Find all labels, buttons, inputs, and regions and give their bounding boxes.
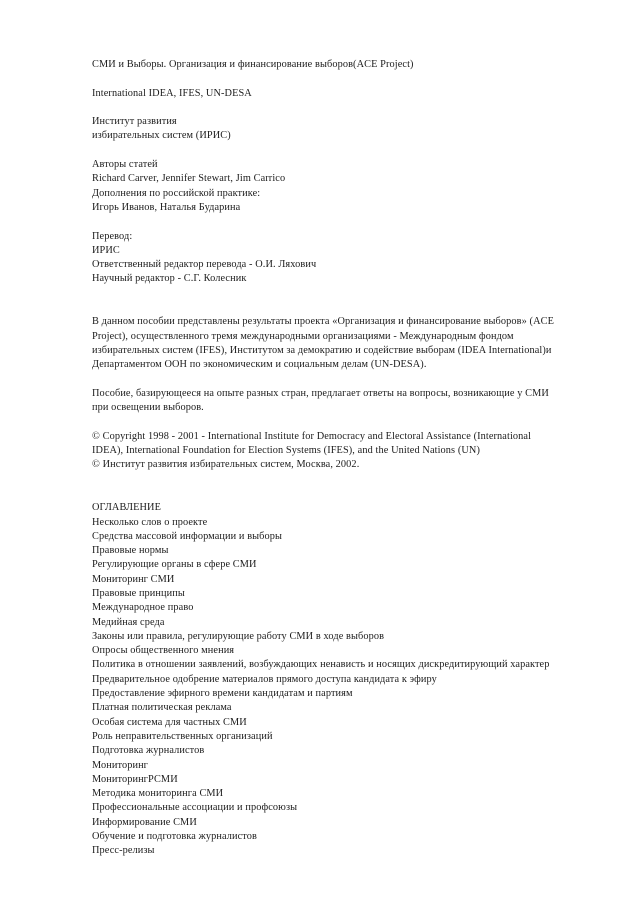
- toc-entry: Обучение и подготовка журналистов: [92, 831, 257, 843]
- publisher-line-1: Институт развития: [92, 116, 177, 128]
- toc-entry: Платная политическая реклама: [92, 702, 232, 714]
- translation-org: ИРИС: [92, 244, 120, 256]
- spacer: [92, 144, 570, 158]
- toc-entry: Особая система для частных СМИ: [92, 716, 247, 728]
- toc-entry: Опросы общественного мнения: [92, 645, 235, 657]
- toc-entry: Роль неправительственных организаций: [92, 730, 273, 742]
- toc-heading: ОГЛАВЛЕНИЕ: [92, 502, 161, 514]
- toc-entry: Медийная среда: [92, 616, 165, 628]
- toc-entry: Пресс-релизы: [92, 845, 155, 857]
- toc-entry: Правовые нормы: [92, 545, 169, 557]
- toc-entry: Несколько слов о проекте: [92, 516, 208, 528]
- toc-entry: Законы или правила, регулирующие работу СМИ в ходе выборов: [92, 630, 385, 642]
- authors-additions-names: Игорь Иванов, Наталья Бударина: [92, 201, 241, 213]
- abstract-block: [92, 315, 570, 415]
- table-of-contents: [92, 501, 570, 858]
- toc-list: [92, 516, 570, 859]
- toc-entry: Правовые принципы: [92, 587, 185, 599]
- toc-entry: Мониторинг: [92, 759, 149, 771]
- toc-entry: Политика в отношении заявлений, возбуждающих ненависть и носящих дискредитирующий характер: [92, 659, 550, 671]
- organizations-line: International IDEA, IFES, UN-DESA: [92, 87, 252, 99]
- toc-entry: Информирование СМИ: [92, 816, 197, 828]
- toc-entry: Средства массовой информации и выборы: [92, 530, 283, 542]
- toc-entry: Методика мониторинга СМИ: [92, 788, 224, 800]
- toc-entry: Предварительное одобрение материалов прямого доступа кандидата к эфиру: [92, 673, 437, 685]
- authors-block: [92, 158, 570, 215]
- publisher-block: [92, 115, 570, 144]
- managing-editor: Ответственный редактор перевода - О.И. Ляхович: [92, 259, 317, 271]
- document-body: [92, 58, 570, 859]
- organizations-block: [92, 87, 570, 101]
- spacer: [92, 101, 570, 115]
- toc-entry: Подготовка журналистов: [92, 745, 205, 757]
- copyright-line-1: © Copyright 1998 - 2001 - International Institute for Democracy and Electoral Assistance (International IDEA), International Foundation for Election Systems (IFES), and the United Nations (UN): [92, 430, 532, 457]
- title-block: [92, 58, 570, 72]
- publisher-line-2: избирательных систем (ИРИС): [92, 130, 231, 142]
- authors-additions-heading: Дополнения по российской практике:: [92, 187, 261, 199]
- toc-entry: Международное право: [92, 602, 194, 614]
- authors-names: Richard Carver, Jennifer Stewart, Jim Carrico: [92, 173, 286, 185]
- copyright-line-2: © Институт развития избирательных систем, Москва, 2002.: [92, 459, 360, 471]
- abstract-paragraph-1: В данном пособии представлены результаты проекта «Организация и финансирование выборов» (ACE Project), осуществленного тремя международными организациями - Международным фондом избирательных систем (IFES), Институтом за демократию и содействие выборам (IDEA International)и Департаментом ООН по экономическим и социальным делам (UN-DESA).: [92, 316, 554, 371]
- spacer: [92, 415, 570, 429]
- document-title: СМИ и Выборы. Организация и финансирование выборов(ACE Project): [92, 59, 414, 70]
- toc-entry: Профессиональные ассоциации и профсоюзы: [92, 802, 298, 814]
- translation-block: [92, 230, 570, 287]
- spacer: [92, 473, 570, 502]
- spacer: [92, 373, 570, 387]
- abstract-paragraph-2: Пособие, базирующееся на опыте разных стран, предлагает ответы на вопросы, возникающие у СМИ при освещении выборов.: [92, 387, 549, 414]
- translation-heading: Перевод:: [92, 230, 133, 242]
- scientific-editor: Научный редактор - С.Г. Колесник: [92, 273, 247, 285]
- toc-entry: Предоставление эфирного времени кандидатам и партиям: [92, 688, 353, 700]
- copyright-block: [92, 430, 570, 473]
- toc-entry: Регулирующие органы в сфере СМИ: [92, 559, 257, 571]
- toc-entry: МониторингРСМИ: [92, 773, 178, 785]
- spacer: [92, 72, 570, 86]
- spacer: [92, 215, 570, 229]
- spacer: [92, 287, 570, 316]
- authors-heading: Авторы статей: [92, 159, 158, 171]
- toc-entry: Мониторинг СМИ: [92, 573, 175, 585]
